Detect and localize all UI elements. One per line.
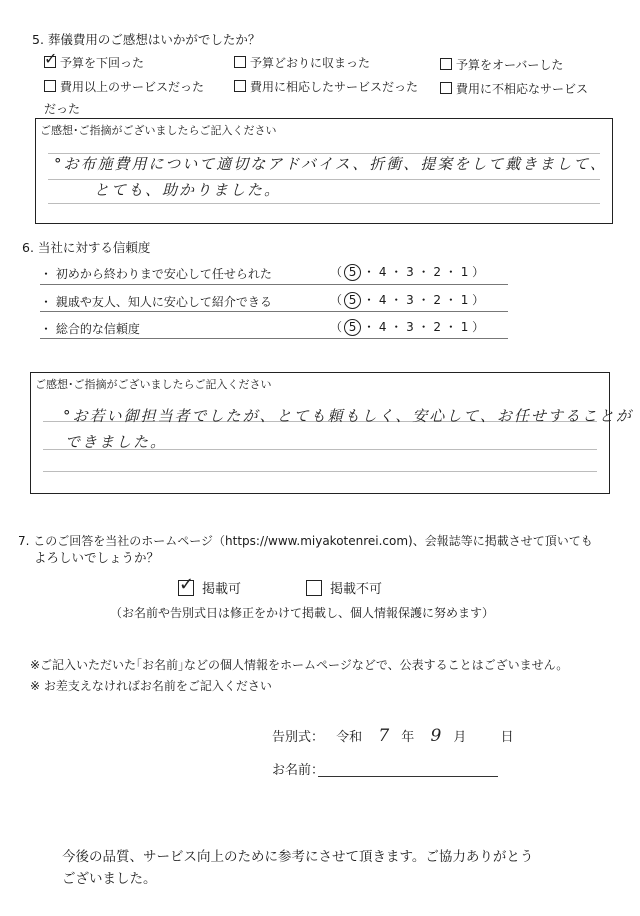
name-request-note: ※ お差支えなければお名前をご記入ください — [30, 679, 272, 693]
q6-item-2-scale[interactable]: （ 5 ・ 4 ・ 3 ・ 2 ・ 1 ） — [330, 293, 485, 307]
q5-comment-line-1: °お布施費用について適切なアドバイス、折衝、提案をして戴きまして、 — [54, 155, 607, 173]
checkbox[interactable] — [440, 58, 452, 70]
q7-title-line-2: よろしいでしょうか？ — [34, 550, 160, 565]
privacy-note: ※ご記入いただいた｢お名前｣などの個人情報をホームページなどで、公表することはございません。 — [30, 658, 569, 672]
check-mark-icon: ✓ — [179, 574, 195, 595]
q7-option-yes[interactable]: ✓ 掲載可 — [179, 574, 242, 597]
q5-title: 5. 葬儀費用のご感想はいかがでしたか？ — [32, 32, 261, 47]
selected-circle-icon[interactable]: 5 — [344, 319, 361, 336]
selected-circle-icon[interactable]: 5 — [344, 264, 361, 281]
q7-note: （お名前や告別式日は修正をかけて掲載し、個人情報保護に努めます） — [110, 606, 495, 620]
q6-item-3-label: ・ 総合的な信頼度 — [40, 322, 140, 336]
q5-option-under-budget[interactable]: ✓ 予算を下回った — [44, 49, 145, 70]
footer-line-1: 今後の品質、サービス向上のために参考にさせて頂きます。ご協力ありがとう — [62, 849, 534, 865]
checkbox[interactable] — [178, 574, 195, 596]
funeral-date-field[interactable]: 告別式： 令和 7 年 9 月 日 — [272, 726, 514, 746]
q6-comment-label: ご感想･ご指摘がございましたらご記入ください — [35, 378, 272, 391]
q5-comment-box[interactable] — [35, 118, 613, 224]
selected-circle-icon[interactable]: 5 — [344, 292, 361, 309]
checkbox[interactable] — [44, 80, 56, 92]
q6-item-1-scale[interactable]: （ 5 ・ 4 ・ 3 ・ 2 ・ 1 ） — [330, 265, 485, 279]
funeral-month-value[interactable]: 9 — [430, 726, 444, 746]
q5-option-on-budget[interactable]: 予算どおりに収まった — [234, 54, 370, 71]
funeral-year-value[interactable]: 7 — [378, 726, 392, 746]
q6-title: 6. 当社に対する信頼度 — [22, 240, 151, 255]
q6-comment-box[interactable] — [30, 372, 633, 494]
q5-comment-line-2: とても、助かりました。 — [94, 181, 282, 199]
q6-item-2-label: ・ 親戚や友人、知人に安心して紹介できる — [40, 295, 272, 309]
checkbox[interactable] — [306, 580, 322, 596]
checkbox[interactable] — [234, 56, 246, 68]
checkbox[interactable] — [44, 49, 58, 68]
q5-option-matching-cost[interactable]: 費用に相応したサービスだった — [234, 78, 418, 95]
checkbox[interactable] — [234, 80, 246, 92]
q6-comment-line-2: できました。 — [65, 433, 168, 451]
q5-option-below-cost[interactable]: 費用に不相応なサービス — [440, 80, 588, 97]
name-label: お名前： — [272, 763, 325, 778]
q6-item-1-label: ・ 初めから終わりまで安心して任せられた — [40, 267, 272, 281]
q5-option-wrap-text: だった — [44, 102, 81, 116]
checkbox[interactable] — [440, 82, 452, 94]
footer-line-2: ございました。 — [62, 871, 157, 887]
q7-title-line-1: 7. このご回答を当社のホームページ（https://www.miyakotenrei.com)、会報誌等に掲載させて頂いても — [18, 534, 593, 548]
name-input[interactable] — [320, 759, 496, 775]
q6-item-3-scale[interactable]: （ 5 ・ 4 ・ 3 ・ 2 ・ 1 ） — [330, 320, 485, 334]
check-mark-icon: ✓ — [44, 49, 58, 68]
q7-option-no[interactable]: 掲載不可 — [306, 578, 382, 597]
q5-option-over-budget[interactable]: 予算をオーバーした — [440, 56, 563, 73]
q5-comment-label: ご感想･ご指摘がございましたらご記入ください — [40, 124, 277, 137]
q5-option-above-cost[interactable]: 費用以上のサービスだった — [44, 78, 204, 95]
q6-comment-line-1: °お若い御担当者でしたが、とても頼もしく、安心して、お任せすることが — [63, 407, 633, 425]
